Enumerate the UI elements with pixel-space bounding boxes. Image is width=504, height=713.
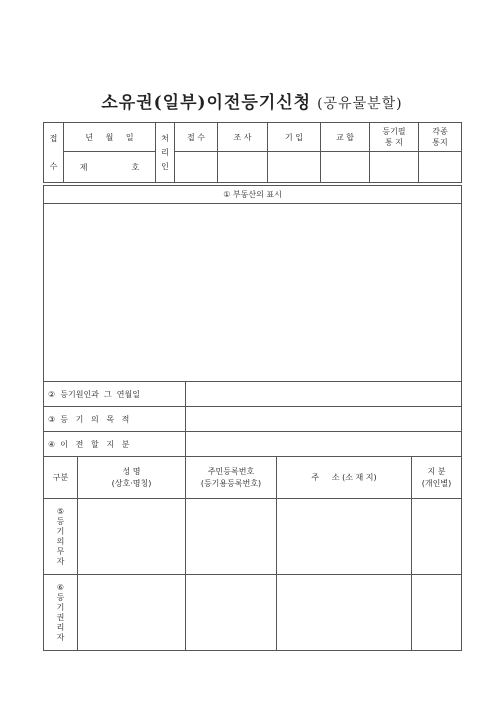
holder-name-field[interactable] [78,575,186,651]
processing-label: 처 리 인 [156,123,175,183]
col-completion-notice: 등기필 통 지 [370,123,419,152]
number-label-suffix: 호 [131,162,140,172]
reception-label-top: 접 [49,133,58,143]
property-description-area[interactable] [44,204,462,382]
obligor-share-field[interactable] [412,499,462,575]
collate-cell[interactable] [321,152,370,183]
transfer-share-field[interactable] [186,432,462,457]
party-col-address: 주 소 (소 재 지) [277,457,412,499]
date-label: 년 월 일 [64,123,156,152]
number-label [64,152,156,183]
reception-table [43,122,462,183]
completion-notice-cell[interactable] [370,152,419,183]
page-title [0,88,504,113]
obligor-id-field[interactable] [186,499,277,575]
party-col-type: 구분 [44,457,78,499]
obligor-label: ⑤ 등 기 의 무 자 [44,499,78,575]
reception-label [44,123,64,183]
transfer-share-label: ④ 이 전 할 지 분 [44,432,186,457]
party-col-id: 주민등록번호 (등기용등록번호) [186,457,277,499]
party-col-name: 성 명 (상호·명칭) [78,457,186,499]
col-collate: 교 합 [321,123,370,152]
various-notice-cell[interactable] [419,152,462,183]
title-main: 소유권(일부)이전등기신청 [101,93,312,113]
cause-date-label: ② 등기원인과 그 연월일 [44,382,186,407]
cause-date-field[interactable] [186,382,462,407]
holder-label: ⑥ 등 기 권 리 자 [44,575,78,651]
number-label-prefix: 제 [79,162,88,172]
reception-label-bottom: 수 [49,161,58,171]
obligor-name-field[interactable] [78,499,186,575]
holder-id-field[interactable] [186,575,277,651]
obligor-address-field[interactable] [277,499,412,575]
title-subtitle: (공유물분할) [317,96,403,112]
entry-cell[interactable] [268,152,321,183]
col-inspect: 조 사 [218,123,268,152]
col-various-notice: 각종 통지 [419,123,462,152]
main-form-table [43,185,462,651]
receipt-cell[interactable] [175,152,218,183]
registration-purpose-label: ③ 등 기 의 목 적 [44,407,186,432]
party-col-share: 지 분 (개인별) [412,457,462,499]
holder-address-field[interactable] [277,575,412,651]
col-receipt: 접 수 [175,123,218,152]
col-entry: 기 입 [268,123,321,152]
property-section-header: ① 부동산의 표시 [44,186,462,204]
inspect-cell[interactable] [218,152,268,183]
registration-purpose-field[interactable] [186,407,462,432]
holder-share-field[interactable] [412,575,462,651]
